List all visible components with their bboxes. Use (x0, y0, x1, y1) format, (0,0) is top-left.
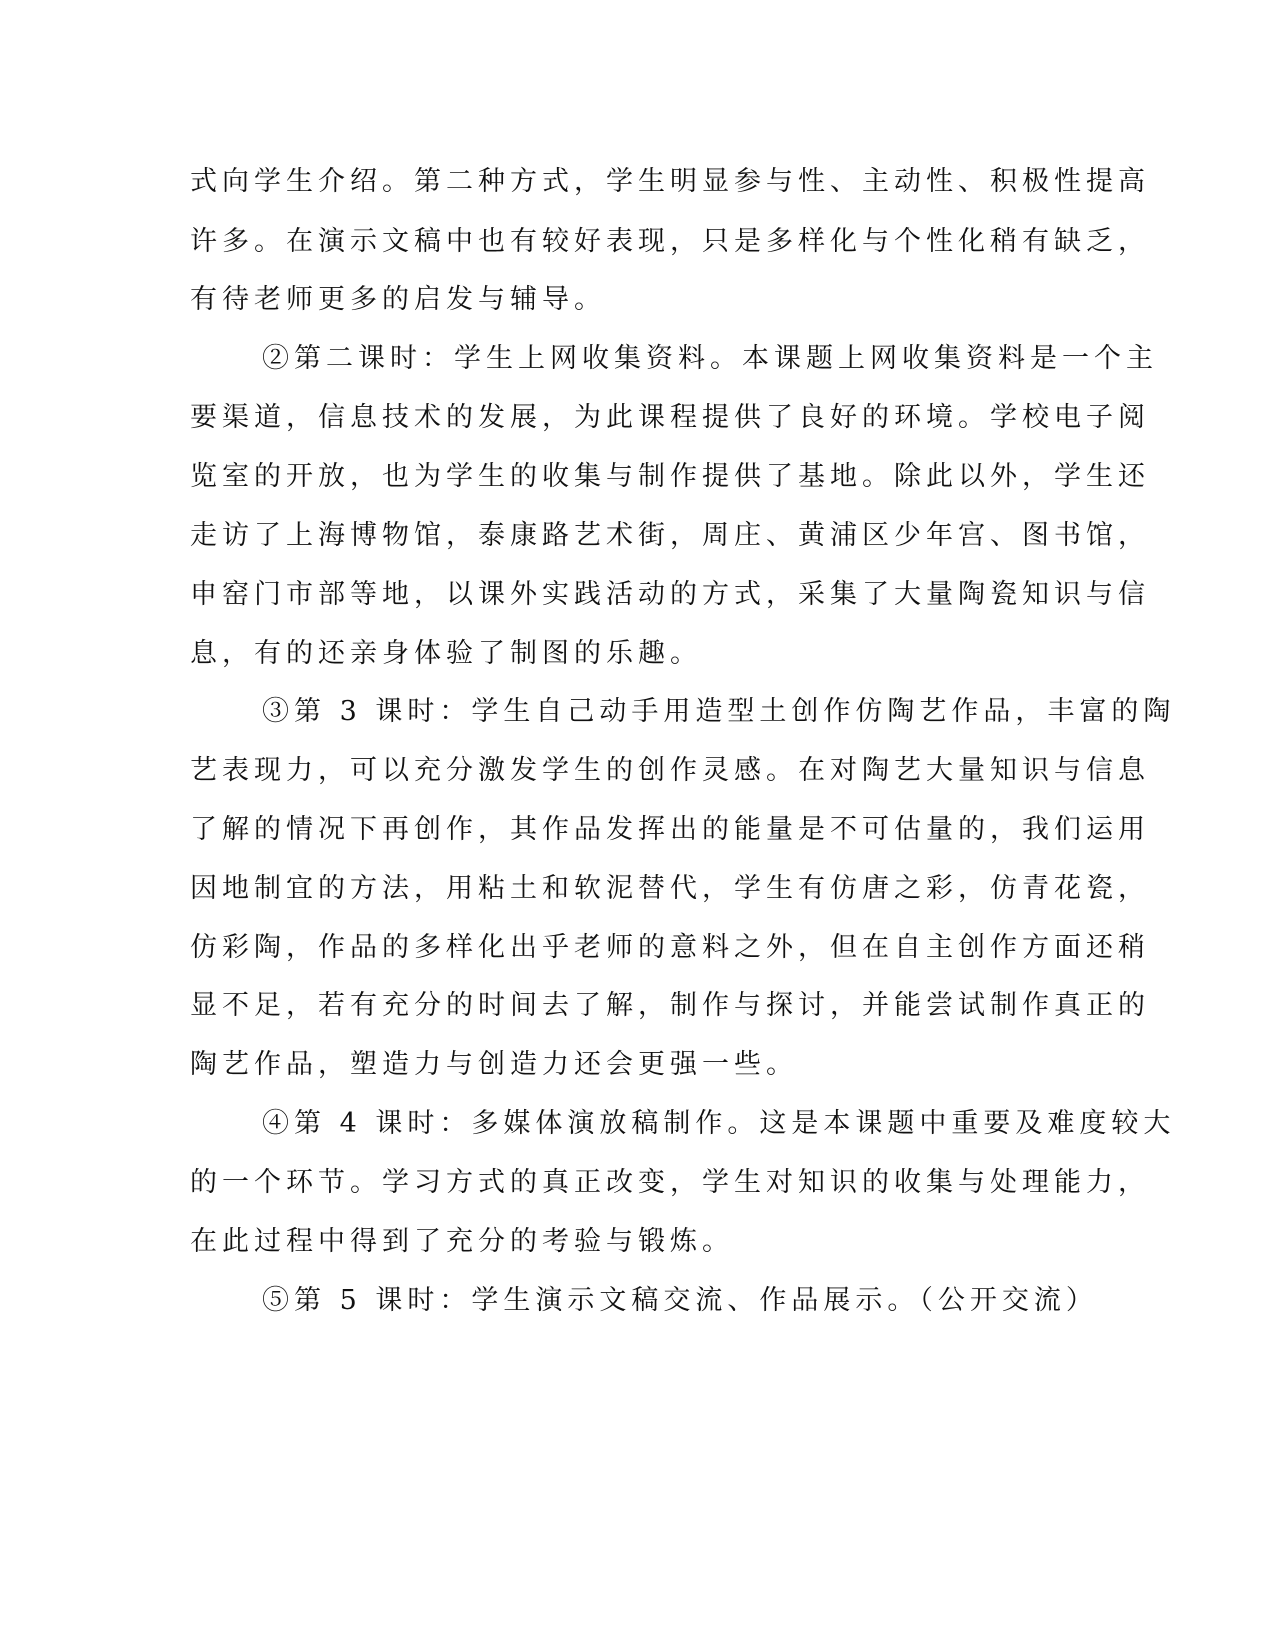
text-line: 览室的开放，也为学生的收集与制作提供了基地。除此以外，学生还 (190, 461, 1150, 492)
text-line: 因地制宜的方法，用粘土和软泥替代，学生有仿唐之彩，仿青花瓷， (190, 873, 1150, 904)
text-line: 要渠道，信息技术的发展，为此课程提供了良好的环境。学校电子阅 (190, 402, 1150, 433)
text-line: 陶艺作品，塑造力与创造力还会更强一些。 (190, 1049, 798, 1080)
text-line: 许多。在演示文稿中也有较好表现，只是多样化与个性化稍有缺乏， (190, 226, 1150, 257)
text-line: 显不足，若有充分的时间去了解，制作与探讨，并能尝试制作真正的 (190, 990, 1150, 1021)
paragraph-4-first-line: ④第 4 课时：多媒体演放稿制作。这是本课题中重要及难度较大 (262, 1108, 1176, 1139)
paragraph-3-first-line: ③第 3 课时：学生自己动手用造型土创作仿陶艺作品，丰富的陶 (262, 696, 1176, 727)
text-line: 申窑门市部等地，以课外实践活动的方式，采集了大量陶瓷知识与信 (190, 579, 1150, 610)
text-line: 式向学生介绍。第二种方式，学生明显参与性、主动性、积极性提高 (190, 166, 1150, 197)
text-line: 有待老师更多的启发与辅导。 (190, 284, 606, 315)
text-line: 了解的情况下再创作，其作品发挥出的能量是不可估量的，我们运用 (190, 814, 1150, 845)
text-line: 的一个环节。学习方式的真正改变，学生对知识的收集与处理能力， (190, 1167, 1150, 1198)
text-line: 仿彩陶，作品的多样化出乎老师的意料之外，但在自主创作方面还稍 (190, 932, 1150, 963)
text-line: 息，有的还亲身体验了制图的乐趣。 (190, 638, 702, 669)
paragraph-5-first-line: ⑤第 5 课时：学生演示文稿交流、作品展示。（公开交流） (262, 1285, 1098, 1316)
text-line: 在此过程中得到了充分的考验与锻炼。 (190, 1226, 734, 1257)
text-line: 艺表现力，可以充分激发学生的创作灵感。在对陶艺大量知识与信息 (190, 755, 1150, 786)
paragraph-2-first-line: ②第二课时：学生上网收集资料。本课题上网收集资料是一个主 (262, 343, 1158, 374)
text-line: 走访了上海博物馆，泰康路艺术街，周庄、黄浦区少年宫、图书馆， (190, 520, 1150, 551)
